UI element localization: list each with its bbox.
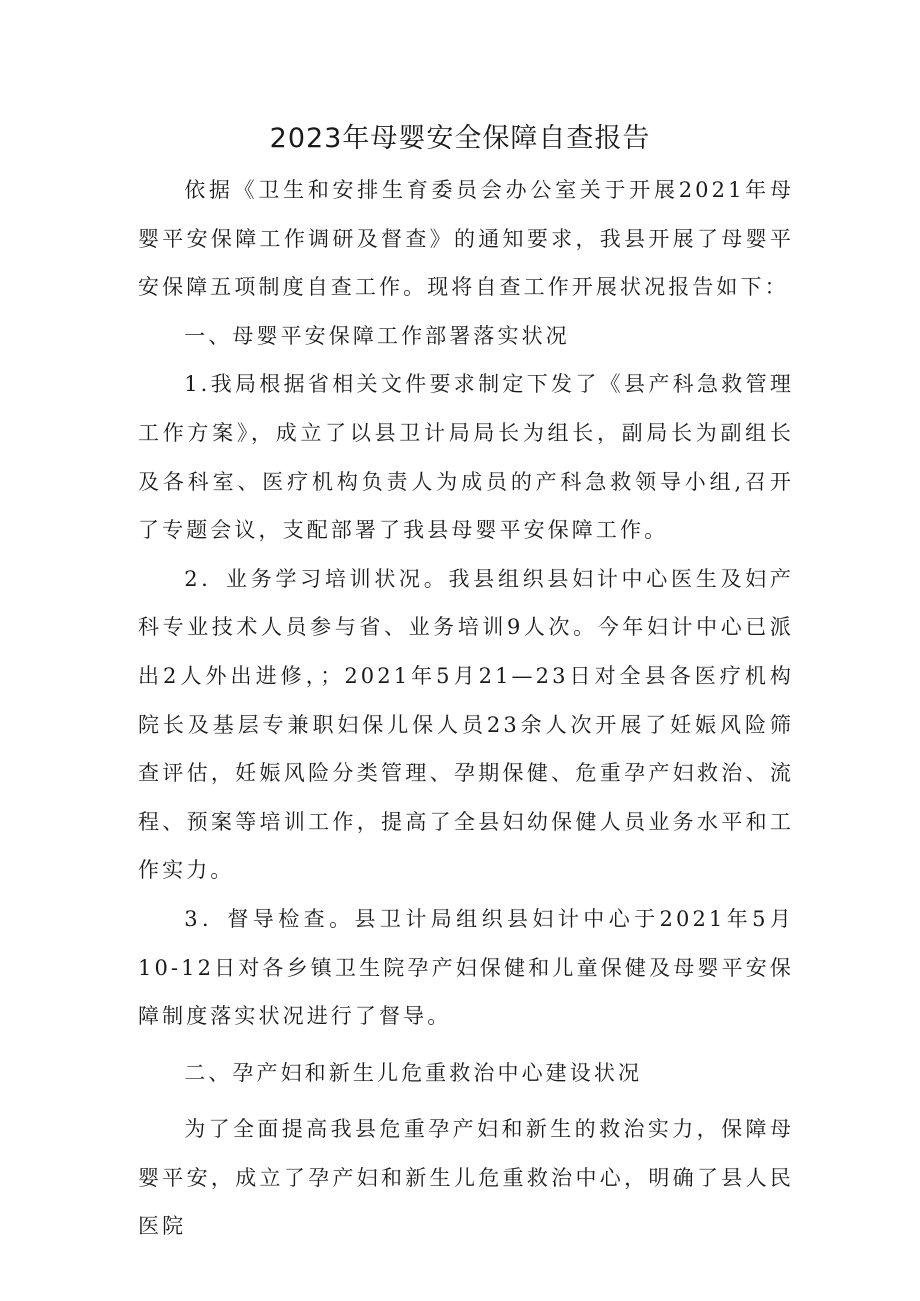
document-body xyxy=(138,166,794,1251)
section-heading-1: 一、母婴平安保障工作部署落实状况 xyxy=(184,323,570,348)
section-heading-2: 二、孕产妇和新生儿危重救治中心建设状况 xyxy=(184,1060,643,1085)
paragraph-intro: 依据《卫生和安排生育委员会办公室关于开展2021年母婴平安保障工作调研及督查》的通知要求，我县开展了母婴平安保障五项制度自查工作。现将自查工作开展状况报告如下： xyxy=(138,178,794,300)
paragraph-item-3: 3．督导检查。县卫计局组织县妇计中心于2021年5月10-12日对各乡镇卫生院孕产妇保健和儿童保健及母婴平安保障制度落实状况进行了督导。 xyxy=(138,906,794,1029)
paragraph-section-2: 为了全面提高我县危重孕产妇和新生的救治实力，保障母婴平安，成立了孕产妇和新生儿危重救治中心，明确了县人民医院 xyxy=(138,1117,794,1239)
paragraph-item-2: 2．业务学习培训状况。我县组织县妇计中心医生及妇产科专业技术人员参与省、业务培训9人次。今年妇计中心已派出2人外出进修，；2021年5月21—23日对全县各医疗机构院长及基层专兼职妇保儿保人员23余人次开展了妊娠风险筛查评估，妊娠风险分类管理、孕期保健、危重孕产妇救治、流程、预案等培训工作，提高了全县妇幼保健人员业务水平和工作实力。 xyxy=(138,566,794,883)
document-title: 2023年母婴安全保障自查报告 xyxy=(269,123,651,154)
paragraph-item-1: 1.我局根据省相关文件要求制定下发了《县产科急救管理工作方案》，成立了以县卫计局局长为组长，副局长为副组长及各科室、医疗机构负责人为成员的产科急救领导小组,召开了专题会议，支配部署了我县母婴平安保障工作。 xyxy=(138,372,794,543)
